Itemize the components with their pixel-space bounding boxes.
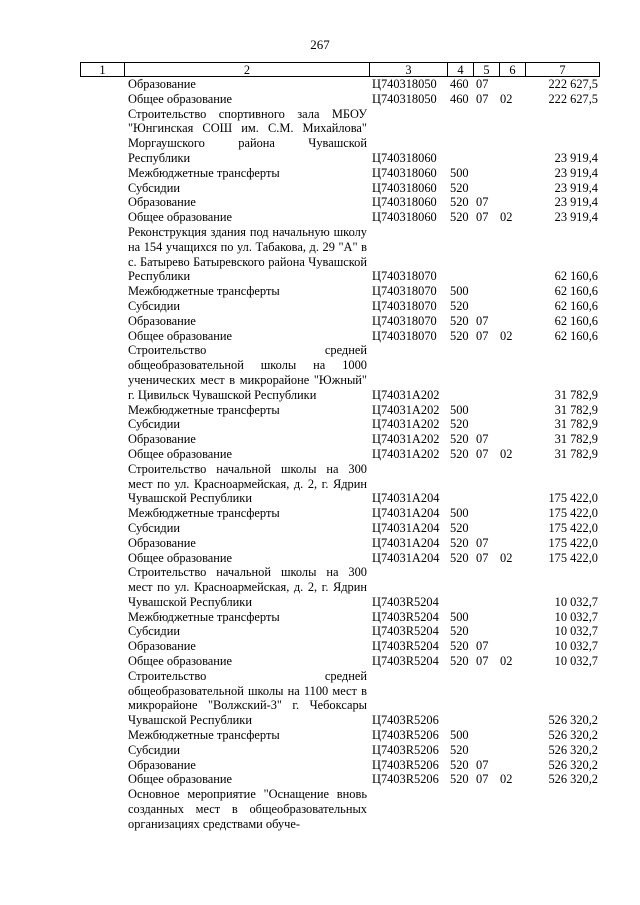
table-body (80, 77, 600, 832)
table-row (80, 181, 600, 196)
row-col-5: 07 (476, 757, 489, 772)
row-code: Ц740318070 (372, 298, 437, 313)
row-col-4: 520 (450, 639, 469, 654)
row-amount: 31 782,9 (554, 387, 598, 402)
page-number: 267 (310, 37, 330, 52)
row-col-6 (500, 284, 526, 299)
row-name: Межбюджетные трансферты (128, 609, 280, 624)
row-amount: 62 160,6 (554, 313, 598, 328)
row-col-5: 07 (476, 654, 489, 669)
row-col-6 (500, 491, 526, 506)
row-name: Общее образование (128, 210, 233, 225)
table-row (80, 92, 600, 107)
row-name: Межбюджетные трансферты (128, 284, 280, 299)
row-col-5 (474, 728, 500, 743)
row-amount (526, 817, 600, 832)
table-row (80, 610, 600, 625)
row-col-5 (474, 713, 500, 728)
row-code: Ц740318060 (372, 195, 437, 210)
row-name: Строительство средней общеобразовательной школы на 1100 мест в микрорайоне "Волжский-3" г. Чебоксары Чувашской Республики (128, 668, 367, 728)
row-name: Строительство начальной школы на 300 мест по ул. Красноармейская, д. 2, г. Ядрин Чувашской Республики (128, 461, 367, 506)
row-name: Строительство средней общеобразовательной школы на 1000 ученических мест в микрорайоне "Южный" г. Цивильск Чувашской Республики (128, 343, 367, 402)
row-code: Ц740318060 (372, 165, 437, 180)
row-amount: 526 320,2 (548, 713, 598, 728)
row-col-6 (500, 506, 526, 521)
row-name: Субсидии (128, 180, 180, 195)
row-amount: 23 919,4 (554, 150, 598, 165)
table-row (80, 639, 600, 654)
row-col-4: 500 (450, 609, 469, 624)
row-col-6: 02 (500, 550, 513, 565)
row-amount: 23 919,4 (554, 180, 598, 195)
row-amount: 175 422,0 (548, 535, 598, 550)
row-col-5 (474, 388, 500, 403)
row-amount: 31 782,9 (554, 402, 598, 417)
row-col-5: 07 (476, 210, 489, 225)
row-col-5 (474, 403, 500, 418)
table-row (80, 728, 600, 743)
table-row (80, 743, 600, 758)
header-col-1: 1 (80, 63, 125, 76)
row-col-6 (500, 521, 526, 536)
row-col-6: 02 (500, 654, 513, 669)
row-code: Ц7403R5204 (372, 639, 439, 654)
row-col-4: 520 (450, 195, 469, 210)
row-name: Образование (128, 535, 196, 550)
row-col-5 (474, 417, 500, 432)
row-col-6 (500, 743, 526, 758)
row-code: Ц74031А202 (372, 402, 440, 417)
row-amount: 526 320,2 (548, 728, 598, 743)
row-name: Межбюджетные трансферты (128, 728, 280, 743)
row-col-4: 520 (450, 432, 469, 447)
row-col-4: 500 (450, 165, 469, 180)
row-code: Ц7403R5206 (372, 713, 439, 728)
row-col-4: 520 (450, 757, 469, 772)
row-col-6 (500, 417, 526, 432)
table-row (80, 299, 600, 314)
row-name: Общее образование (128, 446, 233, 461)
row-name: Межбюджетные трансферты (128, 165, 280, 180)
row-name: Строительство спортивного зала МБОУ "Юнгинская СОШ им. С.М. Михайлова" Моргаушского района Чувашской Республики (128, 106, 367, 165)
table-row (80, 669, 600, 728)
row-col-4 (448, 713, 474, 728)
row-col-5 (474, 284, 500, 299)
row-col-5: 07 (476, 195, 489, 210)
table-row (80, 210, 600, 225)
row-code: Ц74031А204 (372, 491, 440, 506)
row-col-4: 460 (450, 77, 469, 91)
row-col-6 (500, 77, 526, 92)
row-col-5 (474, 166, 500, 181)
table-row (80, 462, 600, 506)
row-col-4 (448, 388, 474, 403)
row-col-4: 500 (450, 284, 469, 299)
row-name: Общее образование (128, 772, 233, 787)
row-col-5: 07 (476, 446, 489, 461)
row-col-6 (500, 728, 526, 743)
row-col-5 (474, 181, 500, 196)
row-col-4: 520 (450, 550, 469, 565)
table-row (80, 314, 600, 329)
row-code: Ц7403R5206 (372, 728, 439, 743)
table-row (80, 343, 600, 402)
row-col-5: 07 (476, 550, 489, 565)
row-col-5: 07 (476, 313, 489, 328)
header-col-3: 3 (370, 63, 448, 76)
row-col-5 (474, 743, 500, 758)
row-name: Общее образование (128, 328, 233, 343)
row-amount: 31 782,9 (554, 446, 598, 461)
row-col-4: 520 (450, 535, 469, 550)
table-row (80, 654, 600, 669)
table-row (80, 225, 600, 284)
row-name: Субсидии (128, 298, 180, 313)
row-name: Общее образование (128, 91, 233, 106)
row-col-6 (500, 639, 526, 654)
row-col-5: 07 (476, 772, 489, 787)
row-col-6 (500, 432, 526, 447)
row-amount: 526 320,2 (548, 757, 598, 772)
table-row (80, 506, 600, 521)
row-code: Ц74031А204 (372, 550, 440, 565)
row-amount: 62 160,6 (554, 269, 598, 284)
row-name: Субсидии (128, 742, 180, 757)
row-col-6 (500, 299, 526, 314)
row-col-6 (500, 758, 526, 773)
row-col-5 (474, 506, 500, 521)
row-code: Ц74031А202 (372, 446, 440, 461)
row-code: Ц740318070 (372, 328, 437, 343)
row-col-5: 07 (476, 91, 489, 106)
row-col-5 (474, 299, 500, 314)
row-col-6: 02 (500, 446, 513, 461)
row-col-5 (474, 610, 500, 625)
row-col-6 (500, 403, 526, 418)
row-col-4: 500 (450, 506, 469, 521)
row-col-6 (500, 536, 526, 551)
row-name: Субсидии (128, 417, 180, 432)
row-col-4: 520 (450, 742, 469, 757)
row-code: Ц740318060 (372, 210, 437, 225)
row-amount: 222 627,5 (548, 77, 598, 91)
row-amount: 10 032,7 (554, 624, 598, 639)
row-col-5 (474, 491, 500, 506)
row-amount: 23 919,4 (554, 195, 598, 210)
row-code: Ц740318050 (372, 77, 437, 91)
row-amount: 175 422,0 (548, 506, 598, 521)
table-row (80, 536, 600, 551)
table-row (80, 195, 600, 210)
row-col-6: 02 (500, 91, 513, 106)
row-name: Образование (128, 432, 196, 447)
row-name: Основное мероприятие "Оснащение вновь созданных мест в общеобразовательных организациях средствами обуче- (128, 787, 367, 831)
row-col-4 (448, 269, 474, 284)
row-amount: 10 032,7 (554, 654, 598, 669)
row-col-4: 520 (450, 654, 469, 669)
table-row (80, 758, 600, 773)
row-amount: 31 782,9 (554, 432, 598, 447)
row-col-6 (500, 151, 526, 166)
row-col-6 (500, 195, 526, 210)
row-name: Межбюджетные трансферты (128, 506, 280, 521)
row-col-5 (474, 151, 500, 166)
row-col-6 (500, 166, 526, 181)
row-code (370, 817, 448, 832)
row-amount: 175 422,0 (548, 520, 598, 535)
header-col-4: 4 (448, 63, 474, 76)
row-amount: 526 320,2 (548, 772, 598, 787)
row-col-5: 07 (476, 639, 489, 654)
row-col-5 (474, 624, 500, 639)
row-name: Реконструкция здания под начальную школу на 154 учащихся по ул. Табакова, д. 29 "А" в с. Батырево Батыревского района Чувашской Республики (128, 224, 367, 284)
row-amount: 62 160,6 (554, 284, 598, 299)
row-code: Ц7403R5204 (372, 609, 439, 624)
row-amount: 31 782,9 (554, 417, 598, 432)
row-name: Межбюджетные трансферты (128, 402, 280, 417)
row-amount: 175 422,0 (548, 550, 598, 565)
row-amount: 526 320,2 (548, 742, 598, 757)
row-col-6 (500, 595, 526, 610)
header-col-5: 5 (474, 63, 500, 76)
header-col-6: 6 (500, 63, 526, 76)
row-code: Ц7403R5206 (372, 757, 439, 772)
row-col-4: 520 (450, 328, 469, 343)
row-col-4: 500 (450, 728, 469, 743)
table-row (80, 624, 600, 639)
row-col-6: 02 (500, 328, 513, 343)
table-header (80, 62, 600, 77)
row-col-4: 500 (450, 402, 469, 417)
row-col-5 (474, 817, 500, 832)
row-name: Субсидии (128, 520, 180, 535)
header-col-7: 7 (526, 63, 600, 76)
row-col-5: 07 (476, 77, 489, 91)
row-col-6 (500, 388, 526, 403)
table-row (80, 284, 600, 299)
table-row (80, 107, 600, 166)
row-name: Образование (128, 313, 196, 328)
row-col-6 (500, 181, 526, 196)
row-col-4 (448, 595, 474, 610)
table-row (80, 565, 600, 609)
row-amount: 10 032,7 (554, 594, 598, 609)
row-col-6: 02 (500, 772, 513, 787)
row-code: Ц7403R5206 (372, 742, 439, 757)
row-code: Ц740318070 (372, 313, 437, 328)
row-amount: 23 919,4 (554, 165, 598, 180)
row-col-4 (448, 491, 474, 506)
table-row (80, 417, 600, 432)
row-code: Ц7403R5206 (372, 772, 439, 787)
row-name: Образование (128, 195, 196, 210)
table-row (80, 447, 600, 462)
table-row (80, 403, 600, 418)
row-col-6 (500, 713, 526, 728)
row-amount: 62 160,6 (554, 328, 598, 343)
row-col-6: 02 (500, 210, 513, 225)
row-col-5 (474, 595, 500, 610)
row-col-5 (474, 521, 500, 536)
row-code: Ц740318050 (372, 91, 437, 106)
row-col-6 (500, 269, 526, 284)
row-name: Общее образование (128, 654, 233, 669)
row-name: Образование (128, 639, 196, 654)
row-col-4: 460 (450, 91, 469, 106)
row-code: Ц74031А204 (372, 535, 440, 550)
row-code: Ц74031А202 (372, 417, 440, 432)
row-code: Ц740318060 (372, 180, 437, 195)
row-col-4: 520 (450, 772, 469, 787)
row-col-4 (448, 817, 474, 832)
table-row (80, 551, 600, 566)
row-amount: 23 919,4 (554, 210, 598, 225)
row-col-4: 520 (450, 624, 469, 639)
budget-table (80, 62, 600, 832)
row-col-6 (500, 610, 526, 625)
row-code: Ц7403R5204 (372, 654, 439, 669)
row-amount: 222 627,5 (548, 91, 598, 106)
table-row (80, 329, 600, 344)
row-name: Строительство начальной школы на 300 мест по ул. Красноармейская, д. 2, г. Ядрин Чувашской Республики (128, 565, 367, 609)
row-code: Ц7403R5204 (372, 624, 439, 639)
row-col-4: 520 (450, 210, 469, 225)
row-name: Общее образование (128, 550, 233, 565)
row-col-4: 520 (450, 417, 469, 432)
row-code: Ц740318070 (372, 284, 437, 299)
table-row (80, 521, 600, 536)
row-col-5: 07 (476, 328, 489, 343)
row-code: Ц740318070 (372, 269, 437, 284)
header-col-2: 2 (125, 63, 370, 76)
row-code: Ц74031А204 (372, 506, 440, 521)
row-col-4: 520 (450, 298, 469, 313)
table-row (80, 787, 600, 831)
table-row (80, 77, 600, 92)
row-code: Ц74031А202 (372, 387, 440, 402)
row-amount: 62 160,6 (554, 298, 598, 313)
row-col-4: 520 (450, 446, 469, 461)
row-code: Ц740318060 (372, 150, 437, 165)
row-code: Ц74031А204 (372, 520, 440, 535)
row-col-5: 07 (476, 535, 489, 550)
row-code: Ц74031А202 (372, 432, 440, 447)
row-name: Образование (128, 757, 196, 772)
row-col-4: 520 (450, 520, 469, 535)
row-name: Образование (128, 77, 196, 91)
row-amount: 10 032,7 (554, 639, 598, 654)
row-name: Субсидии (128, 624, 180, 639)
row-col-6 (500, 817, 526, 832)
table-row (80, 772, 600, 787)
row-col-6 (500, 624, 526, 639)
table-row (80, 166, 600, 181)
row-col-4: 520 (450, 313, 469, 328)
row-col-6 (500, 314, 526, 329)
row-code: Ц7403R5204 (372, 594, 439, 609)
row-amount: 10 032,7 (554, 609, 598, 624)
row-amount: 175 422,0 (548, 491, 598, 506)
row-col-5 (474, 269, 500, 284)
row-col-4: 520 (450, 180, 469, 195)
table-row (80, 432, 600, 447)
row-col-5: 07 (476, 432, 489, 447)
row-col-4 (448, 151, 474, 166)
